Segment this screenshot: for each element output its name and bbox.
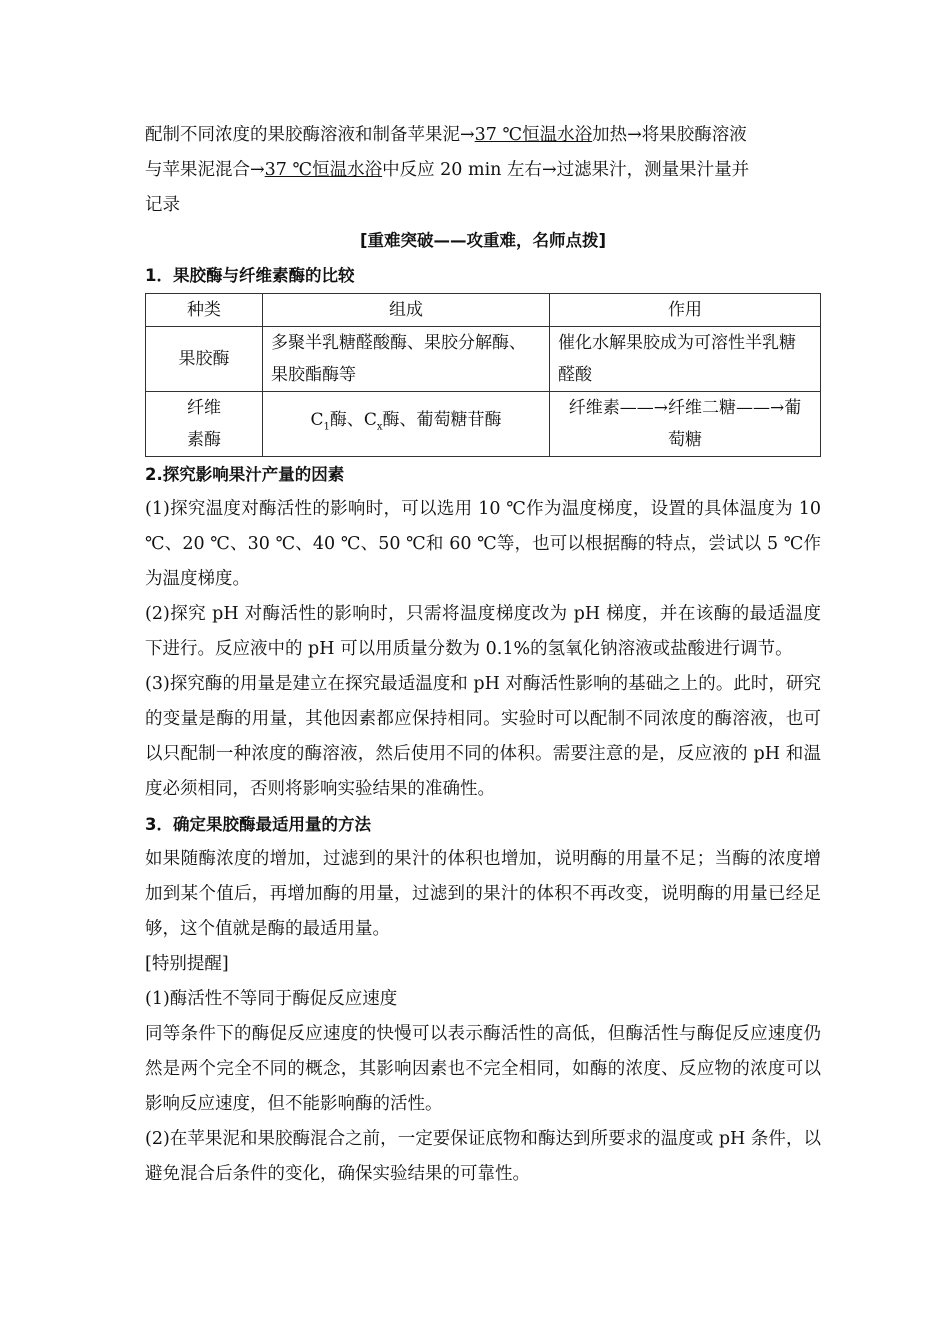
enzyme-c: C [310,410,324,431]
table-row [146,327,821,392]
kind-line: 纤维 [187,398,221,418]
paragraph: (3)探究酶的用量是建立在探究最适温度和 pH 对酶活性影响的基础之上的。此时，研究的变量是酶的用量，其他因素都应保持相同。实验时可以配制不同浓度的酶溶液，也可以只配制一种浓度的酶溶液，然后使用不同的体积。需要注意的是，反应液的 pH 和温度必须相同，否则将影响实验结果的准确性。 [145,674,821,799]
table-cell-composition [263,392,550,457]
function-line: 萄糖 [668,430,702,450]
intro-line-1 [145,118,821,153]
table-cell-composition: 多聚半乳糖醛酸酶、果胶分解酶、果胶酯酶等 [263,327,550,392]
enzyme-comparison-table [145,293,821,457]
table-header: 作用 [550,294,821,327]
table-cell-function [550,392,821,457]
heading-3: 3．确定果胶酶最适用量的方法 [145,815,371,834]
section-banner: [重难突破——攻重难，名师点拨] [359,231,607,250]
document-body [145,118,821,1192]
paragraph: (2)在苹果泥和果胶酶混合之前，一定要保证底物和酶达到所要求的温度或 pH 条件，以避免混合后条件的变化，确保实验结果的可靠性。 [145,1129,821,1184]
underlined-step: 37 ℃恒温水浴 [474,125,593,145]
table-cell-kind [146,392,263,457]
enzyme-text: 酶、葡萄糖苷酶 [382,410,502,431]
subscript: 1 [323,421,330,433]
table-header-row [146,294,821,327]
tip-1-title: (1)酶活性不等同于酶促反应速度 [145,989,398,1009]
table-header: 种类 [146,294,263,327]
heading-1: 1．果胶酶与纤维素酶的比较 [145,266,355,285]
table-cell-kind: 果胶酶 [146,327,263,392]
paragraph: 同等条件下的酶促反应速度的快慢可以表示酶活性的高低，但酶活性与酶促反应速度仍然是两个完全不同的概念，其影响因素也不完全相同，如酶的浓度、反应物的浓度可以影响反应速度，但不能影响酶的活性。 [145,1024,821,1114]
intro-text: 与苹果泥混合→ [145,160,265,180]
intro-text: 加热→将果胶酶溶液 [592,125,747,145]
heading-2: 2.探究影响果汁产量的因素 [145,465,345,484]
enzyme-text: 酶、C [329,410,377,431]
function-line: 纤维素——→纤维二糖——→葡 [568,398,802,418]
underlined-step: 37 ℃恒温水浴 [264,160,383,180]
intro-text: 配制不同浓度的果胶酶溶液和制备苹果泥→ [145,125,475,145]
intro-text: 中反应 20 min 左右→过滤果汁，测量果汁量并 [382,160,750,180]
table-row [146,392,821,457]
intro-line-2 [145,153,821,188]
paragraph: (2)探究 pH 对酶活性的影响时，只需将温度梯度改为 pH 梯度，并在该酶的最适温度下进行。反应液中的 pH 可以用质量分数为 0.1%的氢氧化钠溶液或盐酸进行调节。 [145,604,821,659]
table-header: 组成 [263,294,550,327]
kind-line: 素酶 [187,430,221,450]
table-cell-function: 催化水解果胶成为可溶性半乳糖醛酸 [550,327,821,392]
paragraph: (1)探究温度对酶活性的影响时，可以选用 10 ℃作为温度梯度，设置的具体温度为 10 ℃、20 ℃、30 ℃、40 ℃、50 ℃和 60 ℃等，也可以根据酶的特点，尝试以 5 ℃作为温度梯度。 [145,499,821,589]
subscript: x [376,421,383,433]
intro-line-3: 记录 [145,195,180,215]
tip-title: [特别提醒] [145,954,229,974]
paragraph: 如果随酶浓度的增加，过滤到的果汁的体积也增加，说明酶的用量不足；当酶的浓度增加到某个值后，再增加酶的用量，过滤到的果汁的体积不再改变，说明酶的用量已经足够，这个值就是酶的最适用量。 [145,849,821,939]
